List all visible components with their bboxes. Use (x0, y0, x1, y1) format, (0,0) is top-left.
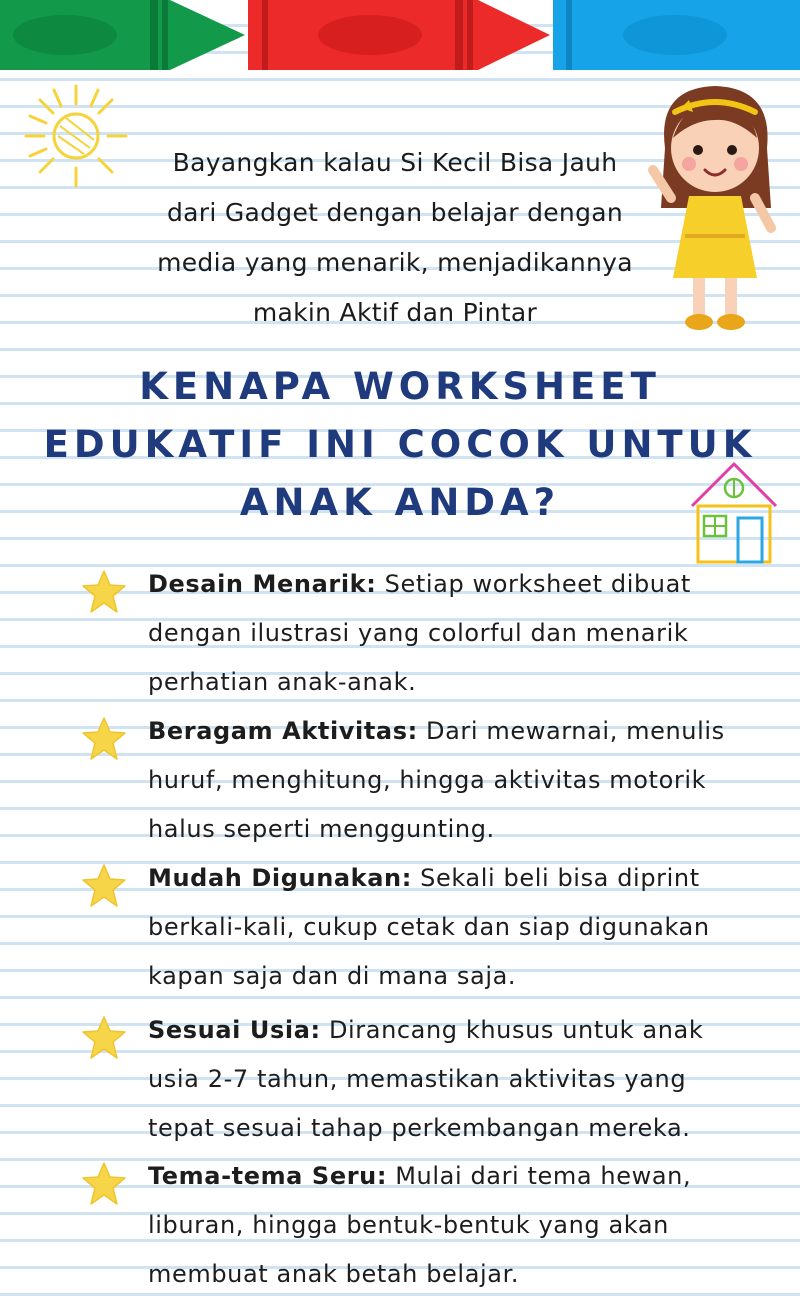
feature-title: Beragam Aktivitas: (148, 717, 418, 745)
feature-line: perhatian anak-anak. (148, 668, 417, 696)
feature-text (148, 1152, 768, 1299)
intro-line: dari Gadget dengan belajar dengan (166, 198, 624, 227)
feature-line: huruf, menghitung, hingga aktivitas motorik (148, 766, 707, 794)
feature-line: Setiap worksheet dibuat (384, 570, 691, 598)
feature-line: Dari mewarnai, menulis (426, 717, 725, 745)
feature-title: Tema-tema Seru: (148, 1162, 388, 1190)
intro-line: media yang menarik, menjadikannya (157, 248, 633, 277)
list-item (0, 1006, 800, 1156)
feature-line: tepat sesuai tahap perkembangan mereka. (148, 1114, 691, 1142)
star-icon (80, 1160, 128, 1208)
feature-line: Sekali beli bisa diprint (420, 864, 700, 892)
star-icon (80, 862, 128, 910)
feature-title: Mudah Digunakan: (148, 864, 412, 892)
feature-line: halus seperti menggunting. (148, 815, 495, 843)
feature-text (148, 1006, 768, 1153)
feature-line: kapan saja dan di mana saja. (148, 962, 517, 990)
star-icon (80, 1014, 128, 1062)
feature-line: Dirancang khusus untuk anak (328, 1016, 704, 1044)
feature-line: membuat anak betah belajar. (148, 1260, 520, 1288)
title-line: KENAPA WORKSHEET (139, 365, 661, 408)
feature-title: Sesuai Usia: (148, 1016, 321, 1044)
star-icon (80, 568, 128, 616)
feature-line: berkali-kali, cukup cetak dan siap digunakan (148, 913, 710, 941)
feature-line: liburan, hingga bentuk-bentuk yang akan (148, 1211, 669, 1239)
intro-line: Bayangkan kalau Si Kecil Bisa Jauh (172, 148, 618, 177)
list-item (0, 560, 800, 710)
list-item (0, 1152, 800, 1302)
intro-line: makin Aktif dan Pintar (252, 298, 538, 327)
list-item (0, 854, 800, 1004)
title-line: EDUKATIF INI COCOK UNTUK (43, 423, 757, 466)
feature-text (148, 560, 768, 707)
feature-line: dengan ilustrasi yang colorful dan menarik (148, 619, 689, 647)
feature-text (148, 854, 768, 1001)
list-item (0, 707, 800, 857)
feature-text (148, 707, 768, 854)
feature-line: Mulai dari tema hewan, (395, 1162, 692, 1190)
title-line: ANAK ANDA? (239, 481, 561, 524)
feature-title: Desain Menarik: (148, 570, 377, 598)
feature-line: usia 2-7 tahun, memastikan aktivitas yang (148, 1065, 687, 1093)
star-icon (80, 715, 128, 763)
